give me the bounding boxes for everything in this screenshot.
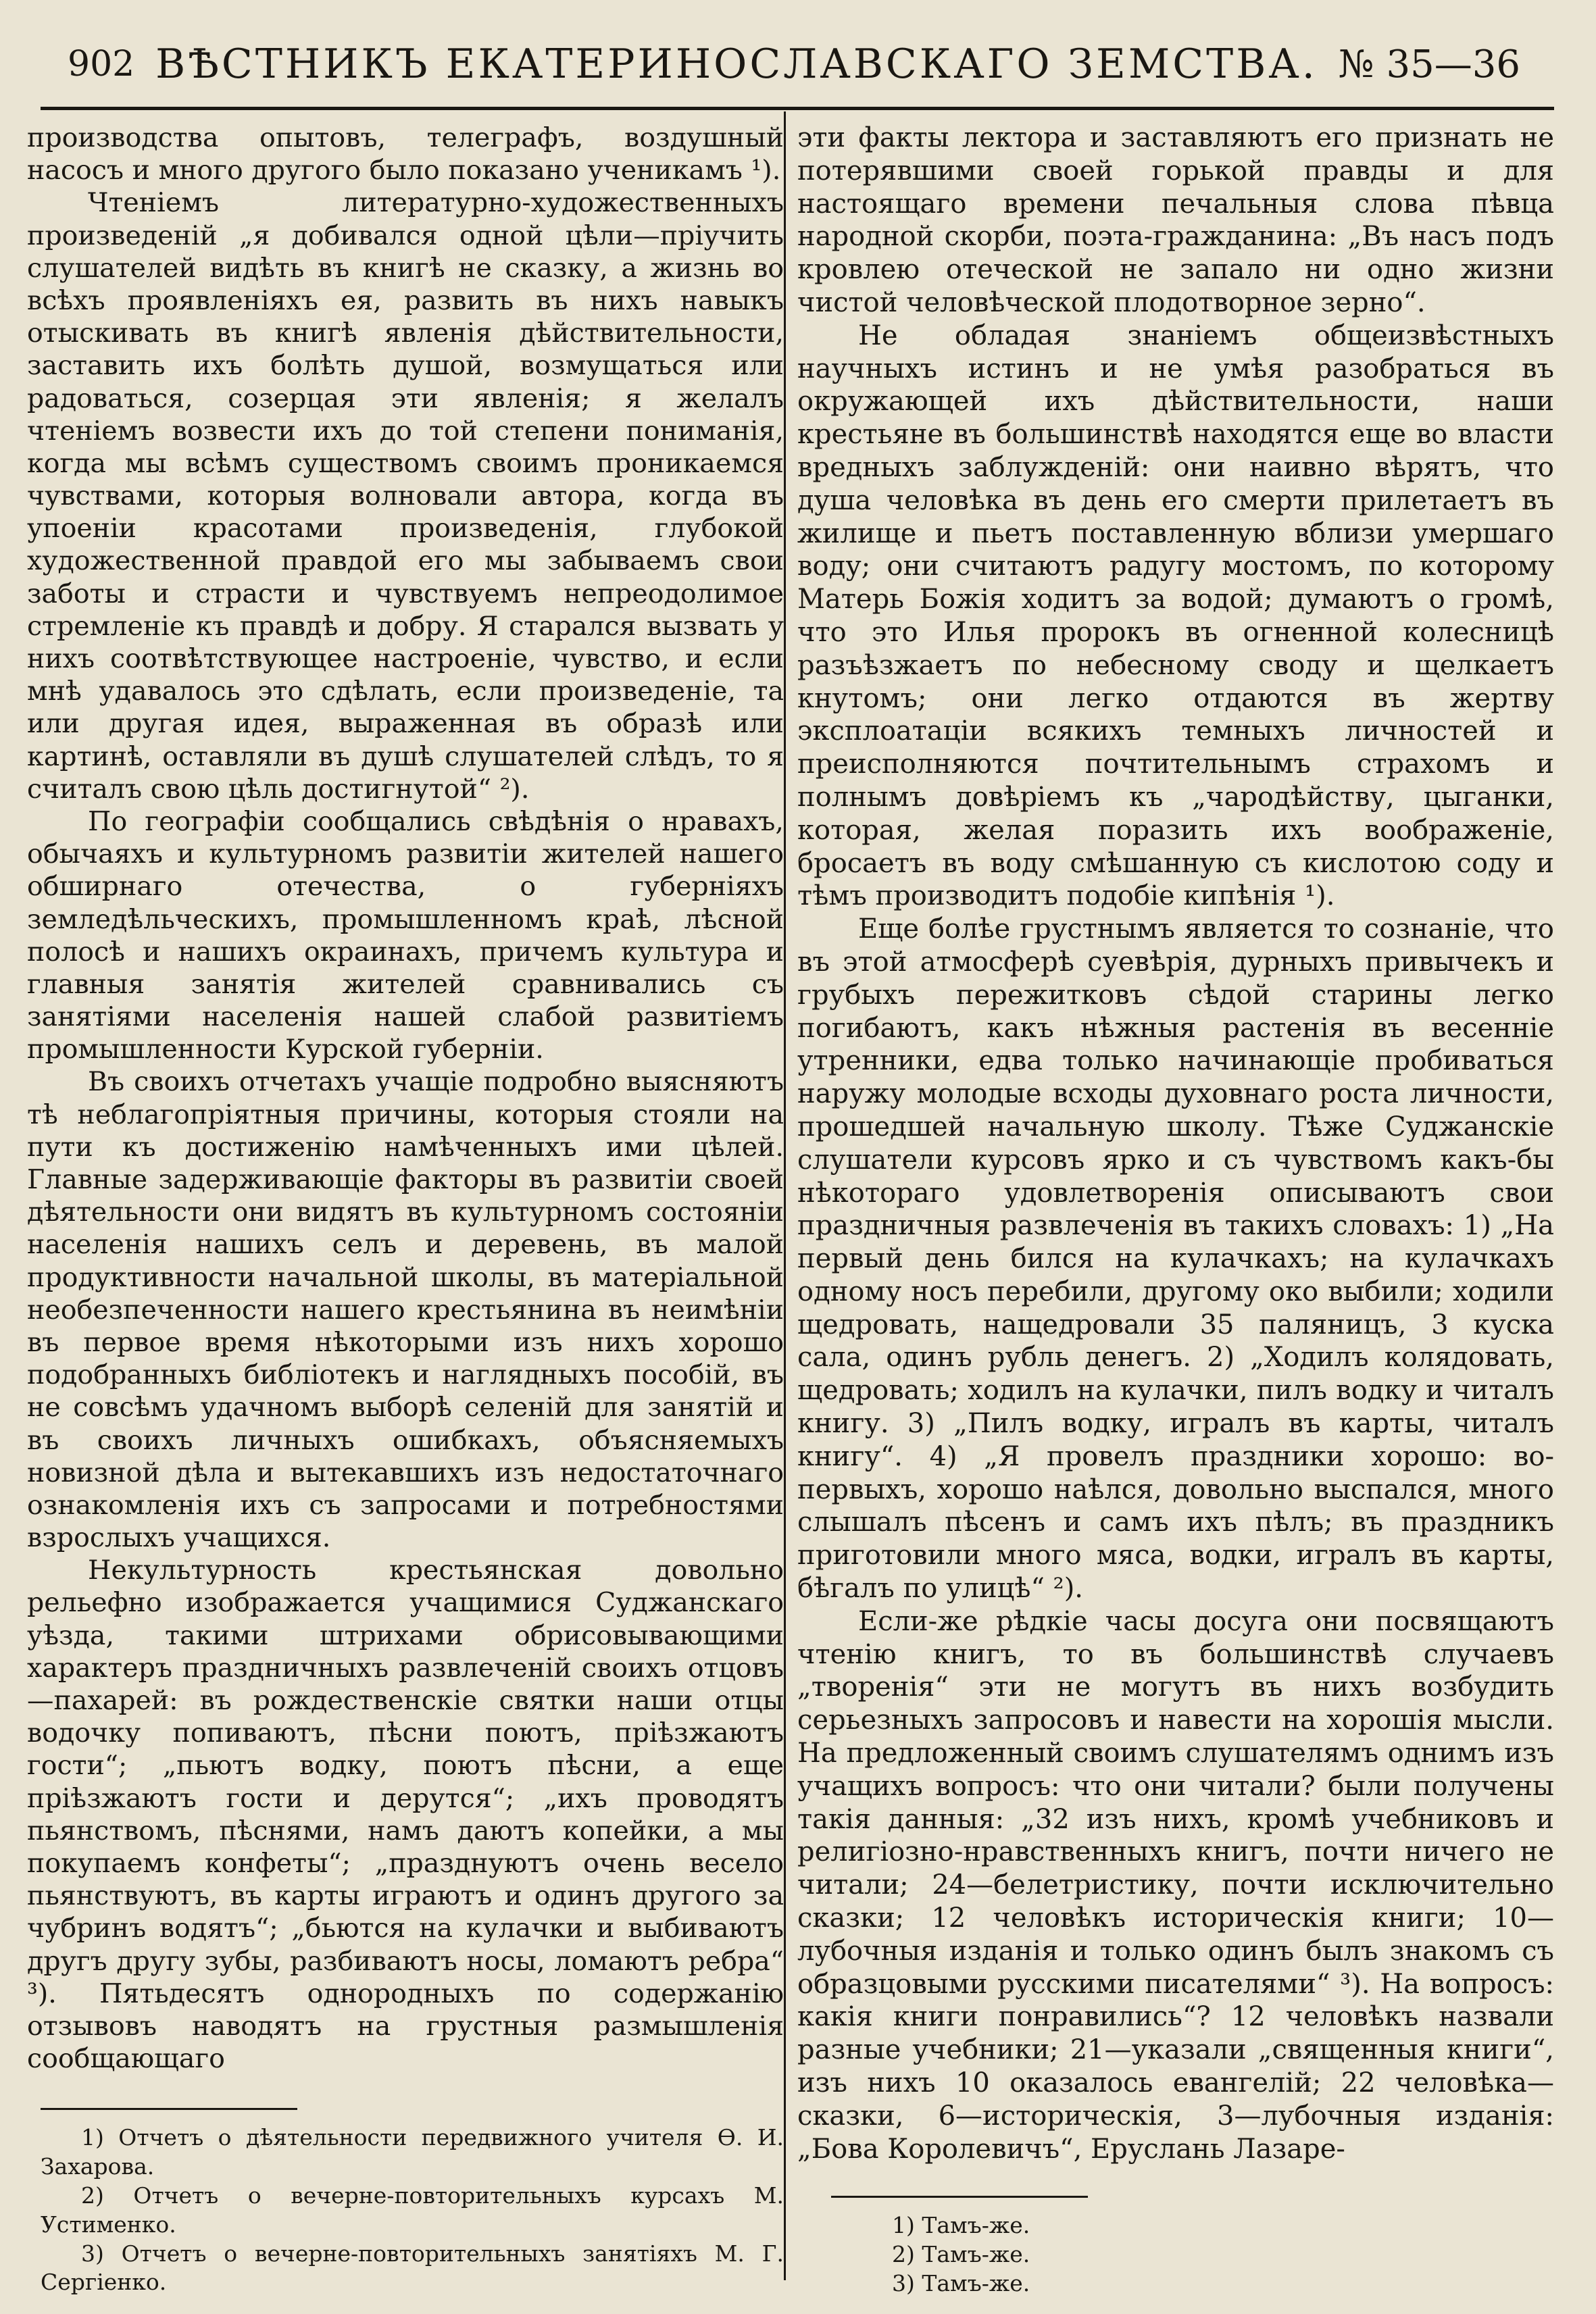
paragraph: производства опытовъ, телеграфъ, воздушный насосъ и много другого было показано ученикамъ ¹). bbox=[27, 122, 784, 186]
page-number: 902 bbox=[68, 44, 135, 84]
footnote: 2) Отчетъ о вечерне-повторительныхъ курсахъ М. Устименко. bbox=[41, 2182, 784, 2238]
paragraph: Еще болѣе грустнымъ является то сознаніе, что въ этой атмосферѣ суевѣрія, дурныхъ привычекъ и грубыхъ пережитковъ сѣдой старины легко погибаютъ, какъ нѣжныя растенія въ весенніе утренники, едва только начинающіе пробиваться наружу молодые всходы духовнаго роста личности, прошедшей начальную школу. Тѣже Суджанскіе слушатели курсовъ ярко и съ чувствомъ какъ-бы нѣкотораго удовлетворенія описываютъ свои праздничныя развлеченія въ такихъ словахъ: 1) „На первый день бился на кулачкахъ; на кулачкахъ одному носъ перебили, другому око выбили; ходили щедровать, нащедровали 35 паляницъ, 3 куска сала, одинъ рубль денегъ. 2) „Ходилъ колядовать, щедровать; ходилъ на кулачки, пилъ водку и читалъ книгу. 3) „Пилъ водку, игралъ въ карты, читалъ книгу“. 4) „Я провелъ праздники хорошо: во-первыхъ, хорошо наѣлся, довольно выспался, много слышалъ пѣсенъ и самъ ихъ пѣлъ; въ праздникъ приготовили много мяса, водки, игралъ въ карты, бѣгалъ по улицѣ“ ²). bbox=[797, 913, 1554, 1605]
footnotes-right bbox=[831, 2196, 1237, 2298]
footnotes-left bbox=[41, 2108, 784, 2297]
right-column bbox=[797, 122, 1554, 2165]
page-header bbox=[68, 27, 1520, 101]
footnote-rule bbox=[831, 2196, 1088, 2198]
issue-number: № 35—36 bbox=[1338, 42, 1520, 86]
footnote: 1) Тамъ-же. bbox=[892, 2212, 1030, 2238]
journal-title: ВѢСТНИКЪ ЕКАТЕРИНОСЛАВСКАГО ЗЕМСТВА. bbox=[155, 41, 1318, 88]
paragraph: Если-же рѣдкіе часы досуга они посвящаютъ чтенію книгъ, то въ большинствѣ случаевъ „творенія“ эти не могутъ въ нихъ возбудить серьезныхъ запросовъ и навести на хорошія мысли. На предложенный своимъ слушателямъ однимъ изъ учащихъ вопросъ: что они читали? были получены такія данныя: „32 изъ нихъ, кромѣ учебниковъ и религіозно-нравственныхъ книгъ, почти ничего не читали; 24—белетристику, почти исключительно сказки; 12 человѣкъ историческія книги; 10—лубочныя изданія и только одинъ былъ знакомъ съ образцовыми русскими писателями“ ³). На вопросъ: какія книги понравились“? 12 человѣкъ назвали разные учебники; 21—указали „священныя книги“, изъ нихъ 10 оказалось евангелій; 22 человѣка—сказки, 6—историческія, 3—лубочныя изданія: „Бова Королевичъ“, Еруслань Лазаре- bbox=[797, 1605, 1554, 2165]
footnote: 3) Отчетъ о вечерне-повторительныхъ занятіяхъ М. Г. Сергіенко. bbox=[41, 2240, 784, 2296]
footnote: 1) Отчетъ о дѣятельности передвижного учителя Ѳ. И. Захарова. bbox=[41, 2124, 784, 2180]
column-divider bbox=[784, 111, 786, 2280]
header-rule bbox=[41, 107, 1554, 110]
footnote-rule bbox=[41, 2108, 297, 2110]
paragraph: Въ своихъ отчетахъ учащіе подробно выясняютъ тѣ неблагопріятныя причины, которыя стояли на пути къ достиженію намѣченныхъ ими цѣлей. Главные задерживающіе факторы въ развитіи своей дѣятельности они видятъ въ культурномъ состояніи населенія нашихъ селъ и деревень, въ малой продуктивности начальной школы, въ матеріальной необезпеченности нашего крестьянина въ неимѣніи въ первое время нѣкоторыми изъ нихъ хорошо подобранныхъ библіотекъ и наглядныхъ пособій, въ не совсѣмъ удачномъ выборѣ селеній для занятій и въ своихъ личныхъ ошибкахъ, объясняемыхъ новизной дѣла и вытекавшихъ изъ недостаточнаго ознакомленія ихъ съ запросами и потребностями взрослыхъ учащихся. bbox=[27, 1066, 784, 1554]
paragraph: По географіи сообщались свѣдѣнія о нравахъ, обычаяхъ и культурномъ развитіи жителей нашего обширнаго отечества, о губерніяхъ земледѣльческихъ, промышленномъ краѣ, лѣсной полосѣ и нашихъ окраинахъ, причемъ культура и главныя занятія жителей сравнивались съ занятіями населенія нашей слабой развитіемъ промышленности Курской губерніи. bbox=[27, 805, 784, 1065]
paragraph: Некультурность крестьянская довольно рельефно изображается учащимися Суджанскаго уѣзда, такими штрихами обрисовывающими характеръ праздничныхъ развлеченій своихъ отцовъ—пахарей: въ рождественскіе святки наши отцы водочку попиваютъ, пѣсни поютъ, пріѣзжаютъ гости“; „пьютъ водку, поютъ пѣсни, а еще пріѣзжаютъ гости и дерутся“; „ихъ проводятъ пьянствомъ, пѣснями, намъ даютъ копейки, а мы покупаемъ конфеты“; „празднуютъ очень весело пьянствуютъ, въ карты играютъ и одинъ другого за чубринъ водятъ“; „бьются на кулачки и выбиваютъ другъ другу зубы, разбиваютъ носы, ломаютъ ребра“ ³). Пятьдесятъ однородныхъ по содержанію отзывовъ наводятъ на грустныя размышленія сообщающаго bbox=[27, 1555, 784, 2075]
footnote: 3) Тамъ-же. bbox=[892, 2269, 1030, 2296]
left-column bbox=[27, 122, 784, 2075]
paragraph: Чтеніемъ литературно-художественныхъ произведеній „я добивался одной цѣли—пріучить слушателей видѣть въ книгѣ не сказку, а жизнь во всѣхъ проявленіяхъ ея, развить въ нихъ навыкъ отыскивать въ книгѣ явленія дѣйствительности, заставить ихъ болѣть душой, возмущаться или радоваться, созерцая эти явленія; я желалъ чтеніемъ возвести ихъ до той степени пониманія, когда мы всѣмъ существомъ своимъ проникаемся чувствами, которыя волновали автора, когда въ упоеніи красотами произведенія, глубокой художественной правдой его мы забываемъ свои заботы и страсти и чувствуемъ непреодолимое стремленіе къ правдѣ и добру. Я старался вызвать у нихъ соотвѣтствующее настроеніе, чувство, и если мнѣ удавалось это сдѣлать, если произведеніе, та или другая идея, выраженная въ образѣ или картинѣ, оставляли въ душѣ слушателей слѣдъ, то я считалъ свою цѣль достигнутой“ ²). bbox=[27, 187, 784, 805]
footnote: 2) Тамъ-же. bbox=[892, 2240, 1030, 2267]
paragraph: Не обладая знаніемъ общеизвѣстныхъ научныхъ истинъ и не умѣя разобраться въ окружающей ихъ дѣйствительности, наши крестьяне въ большинствѣ находятся еще во власти вредныхъ заблужденій: они наивно вѣрятъ, что душа человѣка въ день его смерти прилетаетъ въ жилище и пьетъ поставленную вблизи умершаго воду; они считаютъ радугу мостомъ, по которому Матерь Божія ходитъ за водой; думаютъ о громѣ, что это Илья пророкъ въ огненной колесницѣ разъѣзжаетъ по небесному своду и щелкаетъ кнутомъ; они легко отдаются въ жертву эксплоатаціи всякихъ темныхъ личностей и преисполняются почтительнымъ страхомъ и полнымъ довѣріемъ къ „чародѣйству, цыганки, которая, желая поразить ихъ воображеніе, бросаетъ въ воду смѣшанную съ кислотою соду и тѣмъ производитъ подобіе кипѣнія ¹). bbox=[797, 320, 1554, 912]
paragraph: эти факты лектора и заставляютъ его признать не потерявшими своей горькой правды и для настоящаго времени печальныя слова пѣвца народной скорби, поэта-гражданина: „Въ насъ подъ кровлею отеческой не запало ни одно жизни чистой человѣческой плодотворное зерно“. bbox=[797, 122, 1554, 318]
